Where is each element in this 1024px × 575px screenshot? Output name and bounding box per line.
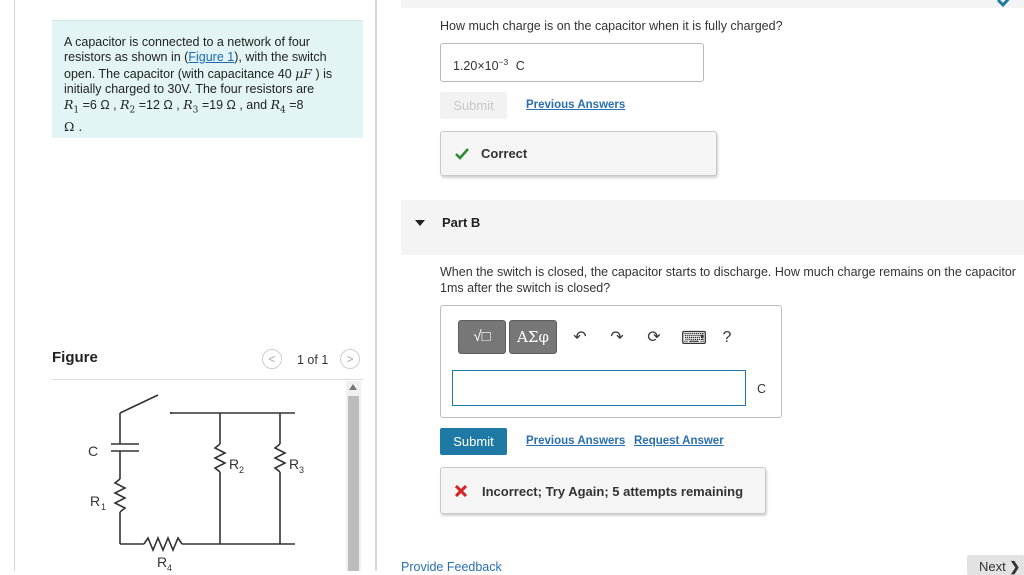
- part-a-feedback-text: Correct: [481, 146, 528, 161]
- part-a-question: How much charge is on the capacitor when it is fully charged?: [440, 19, 783, 33]
- label-r3-sub: 3: [299, 465, 305, 475]
- problem-text-b: ) is initially charged to 30V. The four resistors are: [64, 66, 333, 96]
- scroll-up-arrow-icon[interactable]: [349, 384, 357, 390]
- figure-scrollbar[interactable]: [346, 381, 361, 571]
- r1-value: =6 Ω ,: [79, 98, 121, 113]
- r3-symbol: R: [183, 97, 193, 113]
- reset-icon[interactable]: ⟳: [647, 329, 661, 346]
- figure-divider: [52, 379, 363, 380]
- r1-symbol: R: [64, 97, 74, 113]
- scroll-thumb[interactable]: [348, 396, 359, 571]
- help-icon[interactable]: ?: [722, 329, 732, 346]
- x-mark-icon: [455, 485, 467, 497]
- provide-feedback-link[interactable]: Provide Feedback: [401, 560, 502, 574]
- label-r4: R: [157, 554, 168, 570]
- problem-intro: A capacitor is connected to a network of four resistors as shown in (: [64, 35, 310, 65]
- r1-subscript: 1: [73, 105, 80, 116]
- part-b-feedback-text: Incorrect; Try Again; 5 attempts remaining: [482, 484, 744, 499]
- answer-exponent: −3: [498, 57, 509, 67]
- problem-text-a: ), with the switch open. The capacitor (with capacitance 40: [64, 50, 327, 81]
- r3-subscript: 3: [192, 105, 199, 116]
- pane-divider[interactable]: [375, 0, 377, 571]
- r2-subscript: 2: [129, 105, 136, 116]
- r2-value: =12 Ω ,: [135, 98, 184, 113]
- label-r3: R: [289, 456, 300, 472]
- next-button[interactable]: [967, 555, 1024, 575]
- r4-symbol: R: [270, 97, 281, 113]
- part-b-submit-button[interactable]: Submit: [440, 428, 507, 455]
- label-r4-sub: 4: [167, 563, 173, 571]
- r3-value: =19 Ω , and: [198, 98, 271, 113]
- chevron-right-icon[interactable]: >: [340, 349, 360, 369]
- part-a-header[interactable]: [401, 0, 1024, 8]
- part-b-header[interactable]: [401, 200, 1024, 255]
- r2-symbol: R: [120, 97, 130, 113]
- next-label: Next: [979, 559, 1006, 574]
- undo-icon[interactable]: ↶: [573, 329, 587, 346]
- label-r1: R: [90, 493, 101, 509]
- chevron-right-icon: ❯: [1009, 559, 1021, 574]
- r4-subscript: 4: [280, 105, 286, 116]
- templates-button[interactable]: [458, 320, 506, 354]
- symbols-button[interactable]: [509, 320, 557, 354]
- greek-symbols-icon: ΑΣφ: [517, 328, 549, 346]
- figure-pager: [262, 349, 363, 371]
- label-r2: R: [229, 456, 240, 472]
- switch-blade: [120, 395, 158, 413]
- label-c: C: [88, 443, 99, 459]
- checkmark-icon: [455, 148, 469, 160]
- part-b-previous-answers-link[interactable]: Previous Answers: [526, 435, 626, 447]
- label-r1-sub: 1: [101, 502, 107, 512]
- math-answer-editor: [440, 305, 782, 418]
- resistor-r1: [115, 479, 125, 512]
- figure-count: 1 of 1: [297, 353, 329, 367]
- label-r2-sub: 2: [239, 465, 245, 475]
- part-a-complete-check-icon: [996, 0, 1014, 8]
- redo-icon[interactable]: ↷: [610, 329, 624, 346]
- answer-mantissa: 1.20×10: [453, 59, 499, 74]
- request-answer-link[interactable]: Request Answer: [634, 435, 724, 447]
- resistor-r4: [144, 538, 182, 550]
- part-b-unit-label: C: [757, 382, 767, 396]
- problem-tail: Ω .: [64, 118, 83, 134]
- part-a-feedback: [440, 131, 717, 176]
- left-pane-border: [14, 0, 15, 571]
- part-b-answer-input[interactable]: [452, 370, 746, 406]
- part-b-feedback: [440, 467, 766, 514]
- caret-down-icon: [415, 220, 425, 226]
- figure-title: Figure: [52, 349, 98, 366]
- resistor-r3: [275, 444, 285, 472]
- figure-link[interactable]: Figure 1: [188, 50, 235, 65]
- problem-statement: [52, 20, 363, 138]
- part-b-question: When the switch is closed, the capacitor starts to discharge. How much charge remains on the capacitor 1ms after the switch is closed?: [440, 265, 1016, 295]
- template-icon: √□: [473, 328, 491, 345]
- circuit-diagram: [52, 381, 344, 571]
- part-a-previous-answers-link[interactable]: Previous Answers: [526, 99, 626, 111]
- part-a-answer-field: [440, 43, 704, 82]
- resistor-r2: [215, 444, 225, 472]
- answer-unit: C: [515, 59, 525, 74]
- keyboard-icon[interactable]: ⌨: [681, 328, 707, 348]
- r4-value: =8: [285, 98, 304, 113]
- part-a-submit-button[interactable]: Submit: [440, 92, 507, 119]
- capacitance-unit: μF: [295, 65, 312, 81]
- part-b-title: Part B: [442, 215, 481, 230]
- chevron-left-icon[interactable]: <: [262, 349, 282, 369]
